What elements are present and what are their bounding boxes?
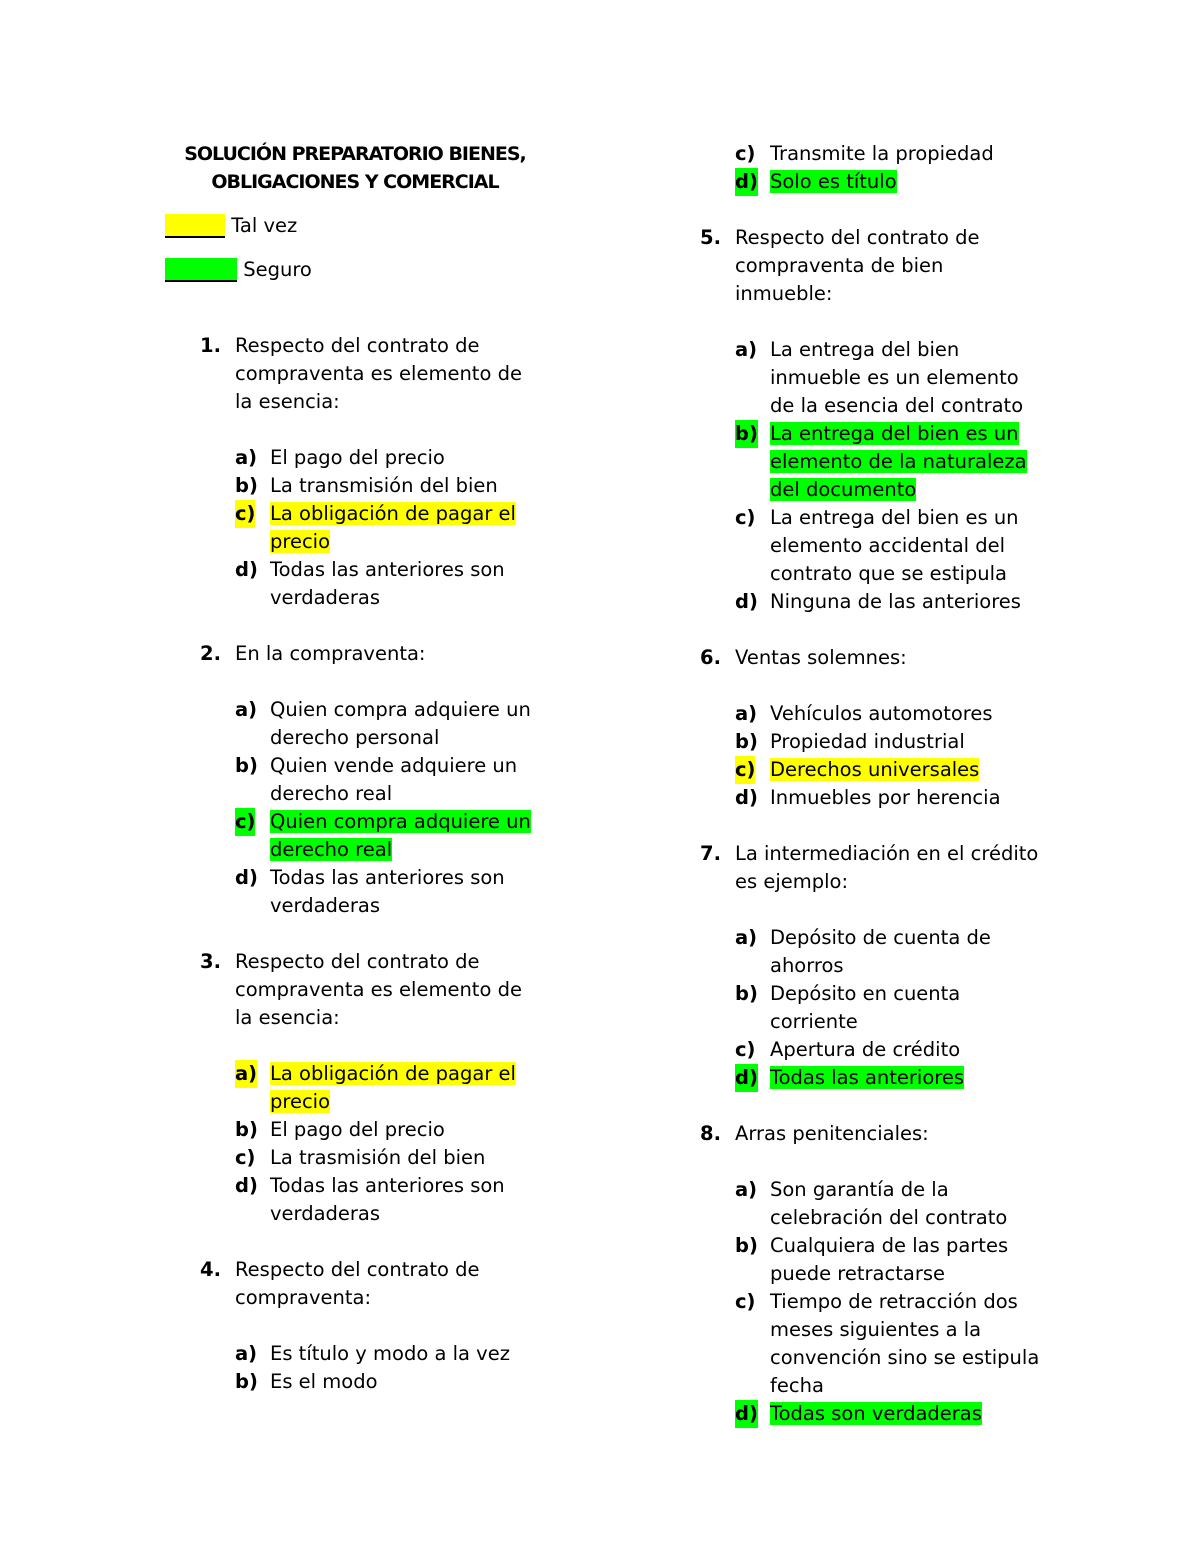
option-2a: a) Quien compra adquiere un derecho personal [235, 698, 531, 749]
left-column [165, 140, 545, 1396]
question-7-options [665, 924, 1045, 1092]
option-3b: b) El pago del precio [235, 1118, 445, 1141]
question-text: Respecto del contrato de compraventa: [235, 1258, 480, 1309]
right-column [665, 140, 1045, 1428]
option-7b: b) Depósito en cuenta corriente [735, 982, 961, 1033]
question-5-options [665, 336, 1045, 616]
question-1 [165, 332, 545, 416]
question-1-options [165, 444, 545, 612]
question-2 [165, 640, 545, 668]
question-4-options-part2 [665, 140, 1045, 196]
option-3c: c) La trasmisión del bien [235, 1146, 486, 1169]
legend-maybe-swatch [165, 214, 225, 238]
option-1a: a) El pago del precio [235, 446, 445, 469]
question-2-options [165, 696, 545, 920]
question-text: Respecto del contrato de compraventa es elemento de la esencia: [235, 950, 522, 1029]
option-7c: c) Apertura de crédito [735, 1038, 961, 1061]
option-5b-highlight-sure: b) La entrega del bien es un elemento de la naturaleza del documento [735, 422, 1027, 501]
option-8d-highlight-sure: d) Todas son verdaderas [665, 1400, 1045, 1428]
question-number: 7. [700, 842, 721, 865]
option-7d-highlight-sure: d) Todas las anteriores [665, 1064, 1045, 1092]
option-1d: d) Todas las anteriores son verdaderas [235, 558, 505, 609]
question-text: Ventas solemnes: [735, 646, 907, 669]
option-8b: b) Cualquiera de las partes puede retractarse [735, 1234, 1009, 1285]
legend-sure [165, 256, 545, 284]
question-5 [665, 224, 1045, 308]
question-number: 5. [700, 226, 721, 249]
option-2c-highlight-sure: c) Quien compra adquiere un derecho real [235, 810, 531, 861]
option-4a: a) Es título y modo a la vez [235, 1342, 510, 1365]
question-8-options [665, 1176, 1045, 1428]
legend [165, 212, 545, 284]
option-5d: d) Ninguna de las anteriores [735, 590, 1021, 613]
title-line-2: OBLIGACIONES Y COMERCIAL [211, 171, 499, 193]
question-number: 8. [700, 1122, 721, 1145]
option-6c-highlight-maybe: c) Derechos universales [665, 756, 1045, 784]
option-3a-highlight-maybe: a) La obligación de pagar el precio [235, 1062, 516, 1113]
option-2b: b) Quien vende adquiere un derecho real [235, 754, 518, 805]
option-4d-highlight-sure: d) Solo es título [665, 168, 1045, 196]
option-5c: c) La entrega del bien es un elemento accidental del contrato que se estipula [735, 506, 1019, 585]
option-7a: a) Depósito de cuenta de ahorros [735, 926, 991, 977]
question-number: 4. [200, 1258, 221, 1281]
option-6a: a) Vehículos automotores [735, 702, 993, 725]
question-4 [165, 1256, 545, 1312]
question-text: Respecto del contrato de compraventa es elemento de la esencia: [235, 334, 522, 413]
option-5a: a) La entrega del bien inmueble es un elemento de la esencia del contrato [735, 338, 1024, 417]
option-3d: d) Todas las anteriores son verdaderas [235, 1174, 505, 1225]
question-text: Arras penitenciales: [735, 1122, 929, 1145]
question-number: 3. [200, 950, 221, 973]
legend-maybe [165, 212, 545, 240]
question-3-options [165, 1060, 545, 1228]
question-3 [165, 948, 545, 1032]
option-8c: c) Tiempo de retracción dos meses siguientes a la convención sino se estipula fecha [735, 1290, 1040, 1397]
question-text: La intermediación en el crédito es ejemplo: [735, 842, 1039, 893]
question-number: 1. [200, 334, 221, 357]
option-8a: a) Son garantía de la celebración del contrato [735, 1178, 1008, 1229]
legend-sure-swatch [165, 258, 237, 282]
question-text: En la compraventa: [235, 642, 426, 665]
option-4c: c) Transmite la propiedad [735, 142, 994, 165]
question-6 [665, 644, 1045, 672]
question-4-options-part1 [165, 1340, 545, 1396]
question-number: 6. [700, 646, 721, 669]
option-1c-highlight-maybe: c) La obligación de pagar el precio [235, 502, 516, 553]
option-6d: d) Inmuebles por herencia [735, 786, 1001, 809]
document-title [165, 140, 545, 196]
question-text: Respecto del contrato de compraventa de bien inmueble: [735, 226, 980, 305]
title-line-1: SOLUCIÓN PREPARATORIO BIENES, [184, 143, 526, 165]
legend-sure-label: Seguro [243, 258, 312, 281]
question-number: 2. [200, 642, 221, 665]
option-6b: b) Propiedad industrial [735, 730, 965, 753]
question-7 [665, 840, 1045, 896]
option-2d: d) Todas las anteriores son verdaderas [235, 866, 505, 917]
legend-maybe-label: Tal vez [231, 214, 298, 237]
option-4b: b) Es el modo [235, 1370, 378, 1393]
question-8 [665, 1120, 1045, 1148]
option-1b: b) La transmisión del bien [235, 474, 498, 497]
question-6-options [665, 700, 1045, 812]
